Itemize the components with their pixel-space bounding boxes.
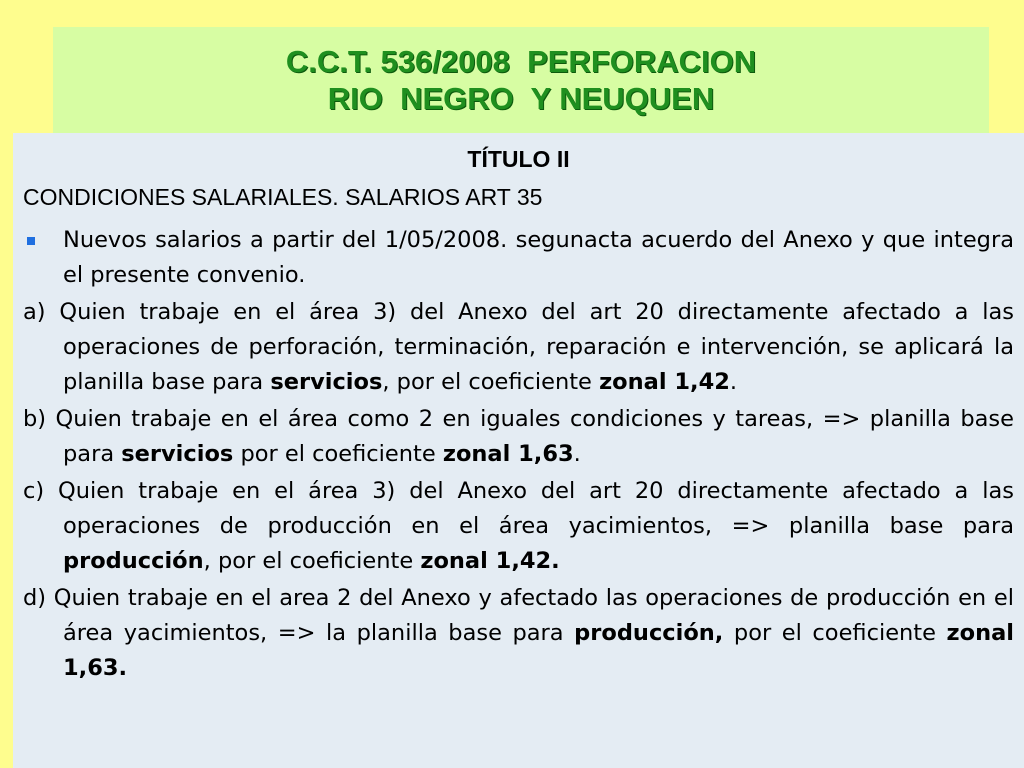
paragraph-a-text-2: , por el coeficiente bbox=[382, 369, 600, 395]
paragraph-d-bold-1: producción, bbox=[574, 620, 724, 646]
paragraph-a bbox=[23, 295, 1014, 400]
slide-title bbox=[53, 43, 989, 117]
paragraph-d-text-2: por el coeficiente bbox=[723, 620, 947, 646]
paragraph-d bbox=[23, 581, 1014, 686]
paragraph-b-bold-1: servicios bbox=[121, 441, 234, 467]
paragraph-a-bold-2: zonal 1,42 bbox=[599, 369, 730, 395]
paragraph-b-text-2: por el coeficiente bbox=[233, 441, 443, 467]
title-band bbox=[53, 27, 989, 133]
paragraph-b-text-3: . bbox=[573, 441, 581, 467]
paragraph-b-bold-2: zonal 1,63 bbox=[442, 441, 574, 467]
paragraph-b bbox=[23, 402, 1014, 472]
paragraph-c-text-1: c) Quien trabaje en el área 3) del Anexo del art 20 directamente afectado a las operaciones de producción en el área yacimientos, => planilla base para bbox=[23, 478, 1014, 539]
paragraph-a-bold-1: servicios bbox=[270, 369, 383, 395]
bullet-text: Nuevos salarios a partir del 1/05/2008. segunacta acuerdo del Anexo y que integra el presente convenio. bbox=[63, 227, 1014, 288]
paragraph-a-text-3: . bbox=[729, 369, 738, 395]
title-line-1: C.C.T. 536/2008 PERFORACION bbox=[285, 44, 757, 79]
content-panel bbox=[13, 133, 1024, 768]
paragraph-d-text-1: d) Quien trabaje en el area 2 del Anexo y afectado las operaciones de producción en el área yacimientos, => la planilla base para bbox=[23, 585, 1014, 646]
paragraph-c bbox=[23, 474, 1014, 579]
body-text bbox=[23, 223, 1014, 688]
paragraph-c-bold-1: producción bbox=[63, 548, 204, 574]
square-bullet-icon bbox=[27, 237, 35, 245]
paragraph-a-text-1: a) Quien trabaje en el área 3) del Anexo del art 20 directamente afectado a las operaciones de perforación, terminación, reparación e intervención, se aplicará la planilla base para bbox=[23, 299, 1014, 395]
paragraph-d-bold-2: zonal 1,63. bbox=[63, 620, 1014, 681]
title-line-2: RIO NEGRO Y NEUQUEN bbox=[327, 81, 715, 116]
paragraph-c-bold-2: zonal 1,42. bbox=[420, 548, 560, 574]
section-subheading: CONDICIONES SALARIALES. SALARIOS ART 35 bbox=[23, 184, 543, 210]
bullet-paragraph bbox=[23, 223, 1014, 293]
section-heading: TÍTULO II bbox=[467, 146, 570, 172]
paragraph-b-text-1: b) Quien trabaje en el área como 2 en iguales condiciones y tareas, => planilla base para bbox=[23, 406, 1014, 467]
paragraph-c-text-2: , por el coeficiente bbox=[203, 548, 421, 574]
